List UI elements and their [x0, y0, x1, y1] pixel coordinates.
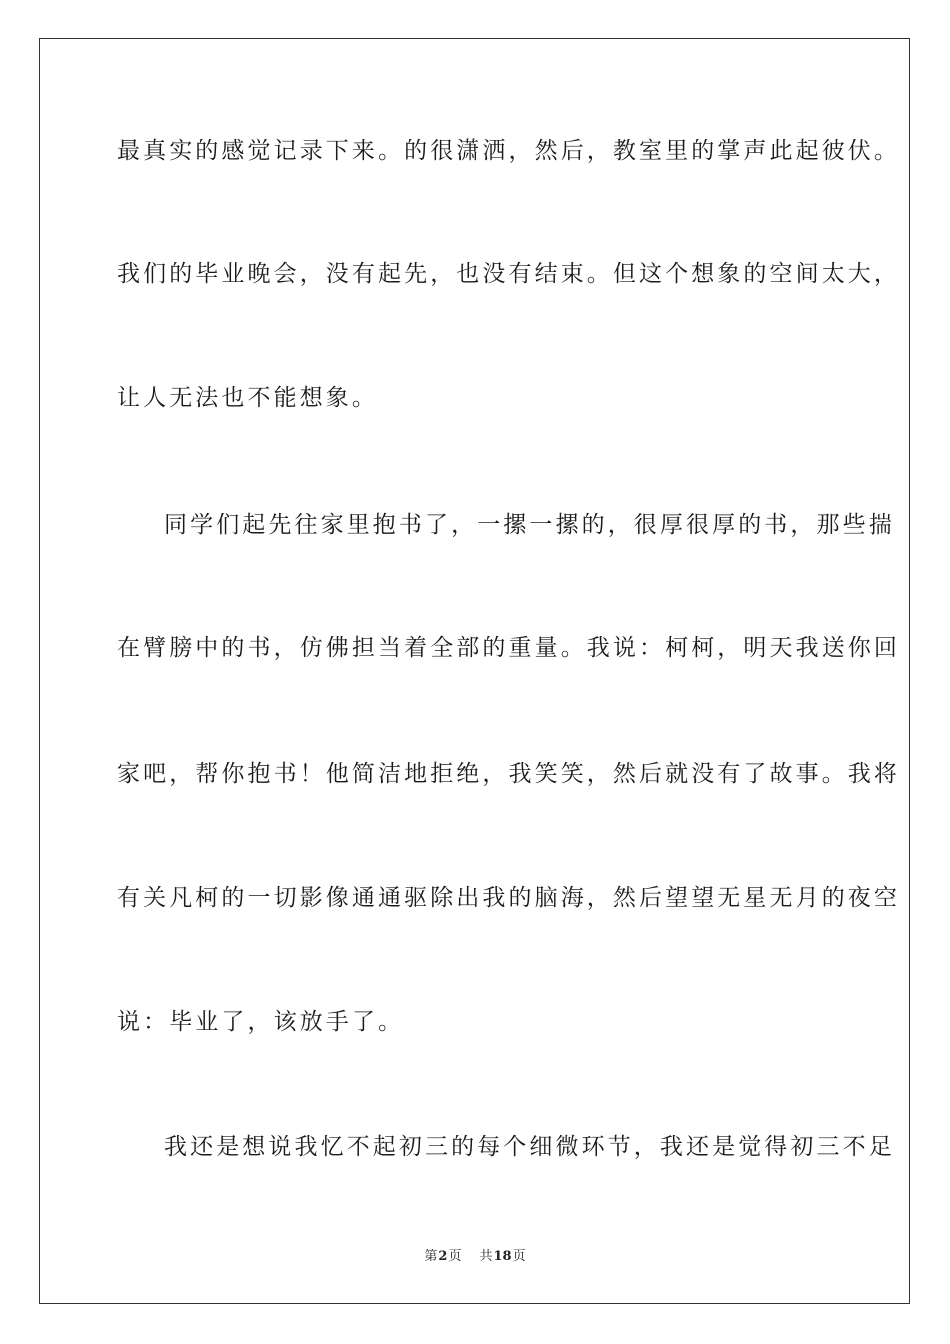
page-border: [39, 38, 910, 1304]
text-line-2: 我们的毕业晚会，没有起先，也没有结束。但这个想象的空间太大，: [117, 261, 900, 287]
text-line-8: 说：毕业了，该放手了。: [117, 1009, 405, 1035]
total-suffix: 页: [512, 1249, 526, 1264]
total-pages: 18: [493, 1249, 512, 1264]
page-prefix: 第: [424, 1249, 438, 1264]
text-line-9: 我还是想说我忆不起初三的每个细微环节，我还是觉得初三不足: [164, 1134, 895, 1160]
page-number: 2: [438, 1249, 448, 1264]
text-line-6: 家吧，帮你抱书！他简洁地拒绝，我笑笑，然后就没有了故事。我将: [117, 761, 900, 787]
text-line-3: 让人无法也不能想象。: [117, 385, 378, 411]
text-line-5: 在臂膀中的书，仿佛担当着全部的重量。我说：柯柯，明天我送你回: [117, 635, 900, 661]
total-prefix: 共: [479, 1249, 493, 1264]
text-line-7: 有关凡柯的一切影像通通驱除出我的脑海，然后望望无星无月的夜空: [117, 885, 900, 911]
text-line-1: 最真实的感觉记录下来。的很潇洒，然后，教室里的掌声此起彼伏。: [117, 138, 900, 164]
page-footer: [0, 1248, 950, 1266]
page-suffix: 页: [448, 1249, 462, 1264]
text-line-4: 同学们起先往家里抱书了，一摞一摞的，很厚很厚的书，那些揣: [164, 512, 895, 538]
